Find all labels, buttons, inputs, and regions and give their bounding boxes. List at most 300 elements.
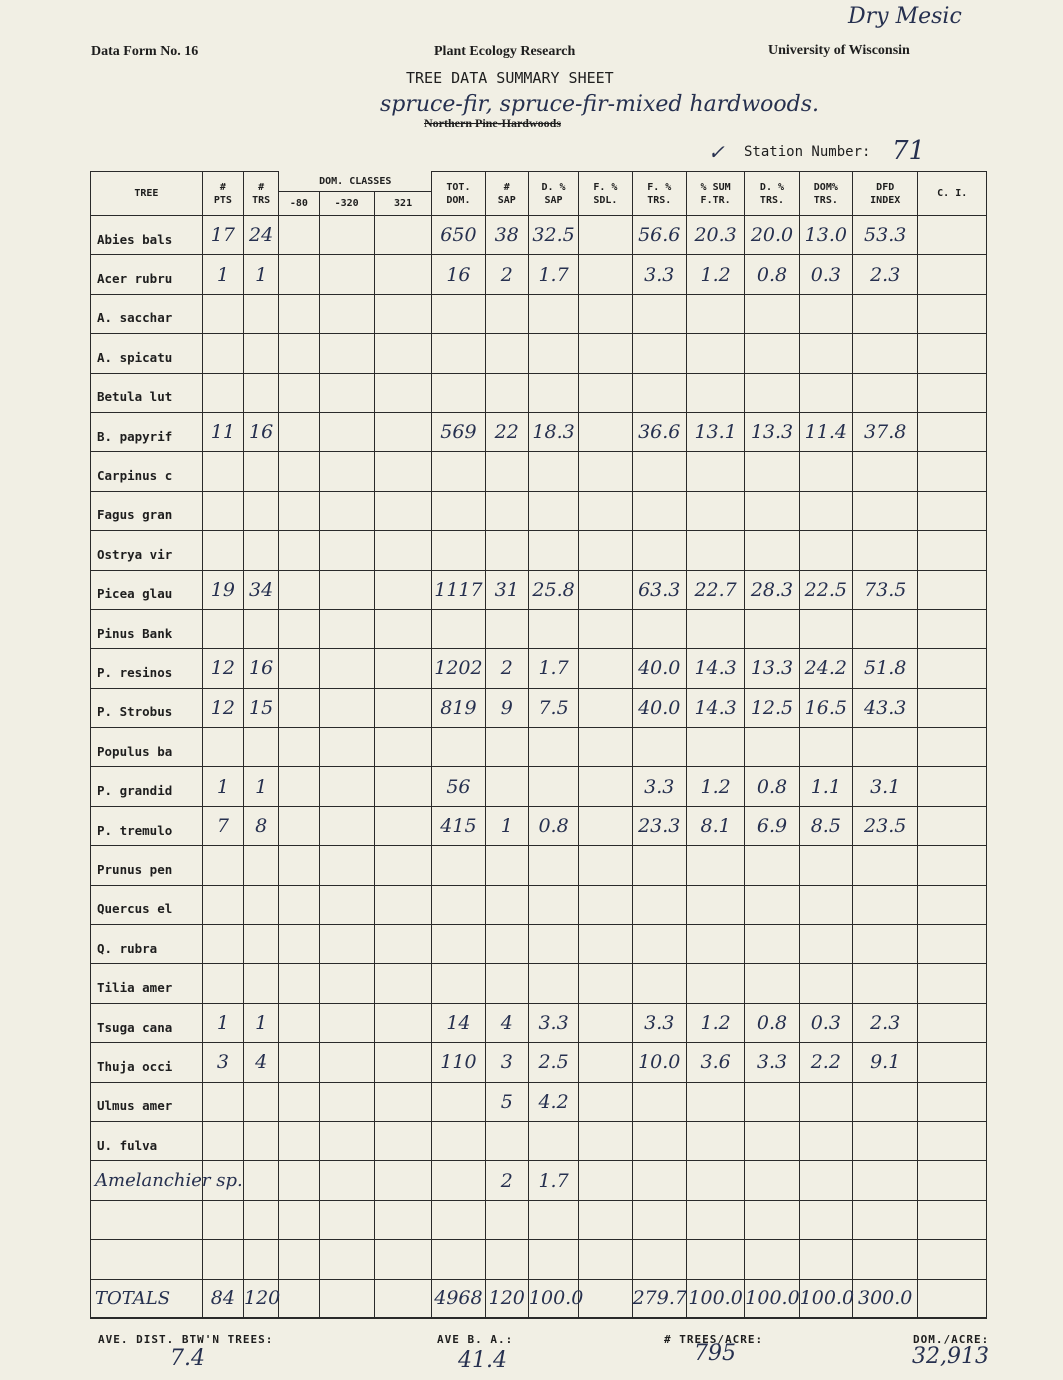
table-cell [579, 1003, 632, 1042]
table-cell [279, 728, 319, 767]
table-row [91, 412, 987, 451]
table-row [91, 1043, 987, 1082]
table-cell [279, 925, 319, 964]
col-dom-80: -80 [279, 192, 319, 216]
table-cell: 22.7 [686, 570, 744, 609]
table-cell [279, 570, 319, 609]
table-cell [485, 728, 528, 767]
table-row [91, 491, 987, 530]
table-cell: 1.7 [528, 1161, 578, 1200]
table-cell [918, 294, 987, 333]
table-cell [279, 452, 319, 491]
table-cell: 2 [485, 1161, 528, 1200]
table-cell [244, 373, 279, 412]
table-cell: 0.8 [745, 767, 799, 806]
table-cell [579, 1279, 632, 1318]
table-cell [485, 1200, 528, 1239]
table-cell: 4 [485, 1003, 528, 1042]
table-row [91, 649, 987, 688]
table-cell: 3.6 [686, 1043, 744, 1082]
table-cell [485, 334, 528, 373]
table-cell [279, 688, 319, 727]
table-cell [528, 728, 578, 767]
table-cell: 37.8 [853, 412, 918, 451]
table-cell [853, 609, 918, 648]
table-cell [745, 491, 799, 530]
tree-name: Tilia amer [91, 964, 203, 1003]
table-cell: 9.1 [853, 1043, 918, 1082]
table-cell [319, 885, 374, 924]
table-cell: 4 [244, 1043, 279, 1082]
table-cell [632, 1121, 686, 1160]
table-cell [918, 1003, 987, 1042]
table-cell [244, 885, 279, 924]
table-cell: 1.2 [686, 767, 744, 806]
table-cell [374, 1003, 431, 1042]
table-cell: 56 [432, 767, 485, 806]
tree-data-table [90, 171, 987, 1319]
table-cell: 0.8 [528, 806, 578, 845]
table-cell [374, 1161, 431, 1200]
table-cell [918, 688, 987, 727]
table-cell [374, 1240, 431, 1279]
table-cell [799, 1200, 852, 1239]
ave-dist-value: 7.4 [170, 1346, 205, 1371]
table-cell [374, 609, 431, 648]
col-d-sap: D. % SAP [528, 172, 578, 216]
table-cell [686, 846, 744, 885]
table-cell [374, 885, 431, 924]
tree-name: Ostrya vir [91, 531, 203, 570]
table-cell [799, 964, 852, 1003]
table-cell [374, 334, 431, 373]
table-cell [374, 1121, 431, 1160]
table-cell [918, 925, 987, 964]
table-cell [853, 1200, 918, 1239]
table-cell [579, 373, 632, 412]
table-cell [244, 531, 279, 570]
table-cell [374, 846, 431, 885]
table-cell [632, 1161, 686, 1200]
table-cell [528, 452, 578, 491]
table-cell: 16 [244, 649, 279, 688]
col-trs: # TRS [244, 172, 279, 216]
table-cell: 16 [432, 255, 485, 294]
table-cell: 100.0 [799, 1279, 852, 1318]
table-cell [799, 373, 852, 412]
table-cell [319, 925, 374, 964]
table-cell: 14.3 [686, 649, 744, 688]
table-cell [853, 1161, 918, 1200]
table-cell: 1.7 [528, 255, 578, 294]
table-cell [432, 925, 485, 964]
table-cell: 24.2 [799, 649, 852, 688]
table-row [91, 1082, 987, 1121]
table-cell: 20.3 [686, 216, 744, 255]
table-cell: 18.3 [528, 412, 578, 451]
col-tree: TREE [91, 172, 203, 216]
table-cell [853, 294, 918, 333]
table-cell [432, 728, 485, 767]
table-cell: 2.5 [528, 1043, 578, 1082]
tree-name: TOTALS [91, 1279, 203, 1318]
table-cell [918, 334, 987, 373]
table-cell [579, 925, 632, 964]
table-cell [686, 1121, 744, 1160]
table-cell [279, 609, 319, 648]
table-cell [374, 373, 431, 412]
forest-type-struck: Northern Pine-Hardwoods [424, 116, 561, 130]
tree-name: Amelanchier sp. [91, 1161, 203, 1200]
table-cell: 1 [244, 255, 279, 294]
table-cell [686, 609, 744, 648]
table-cell [432, 1161, 485, 1200]
table-cell [202, 1082, 243, 1121]
table-cell [799, 294, 852, 333]
table-cell [579, 294, 632, 333]
table-cell [432, 609, 485, 648]
tree-name: Prunus pen [91, 846, 203, 885]
table-cell [799, 491, 852, 530]
table-cell [374, 491, 431, 530]
table-row [91, 452, 987, 491]
table-cell: 19 [202, 570, 243, 609]
table-cell [799, 1161, 852, 1200]
tree-name: Tsuga cana [91, 1003, 203, 1042]
table-cell [319, 412, 374, 451]
tree-name: Thuja occi [91, 1043, 203, 1082]
table-cell [686, 1200, 744, 1239]
table-cell [632, 925, 686, 964]
table-cell [319, 373, 374, 412]
table-cell [528, 964, 578, 1003]
table-cell [528, 1200, 578, 1239]
table-cell: 13.3 [745, 649, 799, 688]
table-cell [799, 728, 852, 767]
table-cell: 819 [432, 688, 485, 727]
table-cell [579, 255, 632, 294]
table-cell [319, 491, 374, 530]
table-row [91, 964, 987, 1003]
table-cell: 120 [485, 1279, 528, 1318]
table-cell [579, 1082, 632, 1121]
table-row [91, 216, 987, 255]
table-cell [279, 255, 319, 294]
table-cell [918, 1082, 987, 1121]
table-cell [579, 806, 632, 845]
table-cell: 650 [432, 216, 485, 255]
table-cell: 100.0 [686, 1279, 744, 1318]
table-cell [528, 334, 578, 373]
table-cell [374, 452, 431, 491]
table-cell [485, 452, 528, 491]
table-cell [374, 1043, 431, 1082]
col-sap: # SAP [485, 172, 528, 216]
table-cell [279, 1043, 319, 1082]
table-cell [279, 491, 319, 530]
table-cell: 2.3 [853, 255, 918, 294]
table-cell: 32.5 [528, 216, 578, 255]
table-cell [244, 294, 279, 333]
col-pts: # PTS [202, 172, 243, 216]
table-cell [319, 1121, 374, 1160]
table-row [91, 925, 987, 964]
tree-name: Fagus gran [91, 491, 203, 530]
table-cell [745, 925, 799, 964]
table-cell [745, 531, 799, 570]
table-cell [319, 806, 374, 845]
table-cell [745, 1240, 799, 1279]
tree-name: Abies bals [91, 216, 203, 255]
col-f-trs: F. % TRS. [632, 172, 686, 216]
col-f-sdl: F. % SDL. [579, 172, 632, 216]
table-cell [432, 1082, 485, 1121]
table-cell: 1 [244, 1003, 279, 1042]
table-cell [244, 1200, 279, 1239]
check-mark-icon: ✓ [708, 140, 725, 164]
table-cell [745, 728, 799, 767]
table-cell [202, 452, 243, 491]
station-value: 71 [892, 136, 926, 166]
table-cell [485, 609, 528, 648]
table-cell [918, 1161, 987, 1200]
table-cell: 300.0 [853, 1279, 918, 1318]
table-cell [918, 649, 987, 688]
sheet-title: TREE DATA SUMMARY SHEET [406, 69, 614, 87]
table-cell: 14 [432, 1003, 485, 1042]
table-cell [745, 964, 799, 1003]
table-cell [799, 1082, 852, 1121]
table-cell [745, 373, 799, 412]
table-cell [918, 1279, 987, 1318]
table-row [91, 570, 987, 609]
table-cell [279, 216, 319, 255]
table-cell [853, 373, 918, 412]
table-cell: 1 [202, 1003, 243, 1042]
table-cell: 28.3 [745, 570, 799, 609]
table-cell [244, 491, 279, 530]
table-cell [579, 412, 632, 451]
table-cell [853, 925, 918, 964]
table-cell [853, 334, 918, 373]
table-cell [799, 1121, 852, 1160]
table-cell [579, 1240, 632, 1279]
table-cell [632, 728, 686, 767]
col-dom-321: 321 [374, 192, 431, 216]
table-cell [319, 294, 374, 333]
dry-mesic-annotation: Dry Mesic [848, 4, 962, 29]
col-dom-classes: DOM. CLASSES [279, 172, 432, 192]
table-cell [686, 294, 744, 333]
table-cell: 23.3 [632, 806, 686, 845]
trees-per-acre-label: # TREES/ACRE: [664, 1333, 764, 1346]
table-cell [918, 846, 987, 885]
table-cell [686, 452, 744, 491]
table-cell [202, 925, 243, 964]
table-cell: 3 [485, 1043, 528, 1082]
table-cell [579, 1200, 632, 1239]
table-cell [319, 1240, 374, 1279]
table-cell: 110 [432, 1043, 485, 1082]
table-cell: 40.0 [632, 688, 686, 727]
table-cell [918, 255, 987, 294]
table-cell [319, 1003, 374, 1042]
table-cell [918, 1240, 987, 1279]
table-cell [202, 964, 243, 1003]
table-cell [918, 1121, 987, 1160]
table-cell [319, 728, 374, 767]
table-cell: 84 [202, 1279, 243, 1318]
table-cell [319, 531, 374, 570]
table-cell [853, 531, 918, 570]
table-cell [432, 1240, 485, 1279]
table-cell: 16.5 [799, 688, 852, 727]
table-cell: 24 [244, 216, 279, 255]
table-cell [319, 688, 374, 727]
table-cell: 3.3 [632, 1003, 686, 1042]
table-cell [799, 925, 852, 964]
table-cell: 25.8 [528, 570, 578, 609]
table-cell [374, 1200, 431, 1239]
table-row [91, 609, 987, 648]
table-cell [799, 609, 852, 648]
table-cell [918, 1043, 987, 1082]
table-cell: 23.5 [853, 806, 918, 845]
table-row [91, 1200, 987, 1239]
table-cell: 22 [485, 412, 528, 451]
table-cell: 1117 [432, 570, 485, 609]
tree-name: P. resinos [91, 649, 203, 688]
table-row [91, 531, 987, 570]
table-cell: 11 [202, 412, 243, 451]
table-cell: 34 [244, 570, 279, 609]
table-cell [918, 452, 987, 491]
table-cell [432, 964, 485, 1003]
table-row [91, 255, 987, 294]
table-cell [528, 531, 578, 570]
table-cell [686, 334, 744, 373]
table-cell: 100.0 [745, 1279, 799, 1318]
university: University of Wisconsin [768, 43, 910, 58]
table-cell [579, 570, 632, 609]
table-cell [632, 1082, 686, 1121]
table-cell [244, 925, 279, 964]
table-cell [579, 767, 632, 806]
table-cell: 3.3 [632, 767, 686, 806]
table-cell [374, 216, 431, 255]
organization: Plant Ecology Research [434, 44, 576, 59]
table-cell: 20.0 [745, 216, 799, 255]
table-cell: 15 [244, 688, 279, 727]
table-cell: 38 [485, 216, 528, 255]
table-cell [374, 767, 431, 806]
table-cell: 63.3 [632, 570, 686, 609]
table-cell [918, 373, 987, 412]
table-cell [319, 767, 374, 806]
table-cell [485, 294, 528, 333]
table-cell [279, 964, 319, 1003]
table-cell [319, 846, 374, 885]
table-cell [686, 885, 744, 924]
table-cell [319, 1161, 374, 1200]
col-ci: C. I. [918, 172, 987, 216]
table-cell [579, 609, 632, 648]
table-cell [528, 491, 578, 530]
table-cell [319, 1043, 374, 1082]
table-cell [202, 609, 243, 648]
trees-per-acre-value: 795 [694, 1341, 736, 1366]
table-cell: 12 [202, 688, 243, 727]
table-cell: 3.1 [853, 767, 918, 806]
tree-name: P. grandid [91, 767, 203, 806]
table-cell [918, 570, 987, 609]
table-cell [202, 373, 243, 412]
table-cell: 4968 [432, 1279, 485, 1318]
table-cell: 2.2 [799, 1043, 852, 1082]
table-cell [853, 452, 918, 491]
table-cell [485, 964, 528, 1003]
table-cell [853, 1082, 918, 1121]
table-cell [853, 846, 918, 885]
table-cell: 22.5 [799, 570, 852, 609]
table-row [91, 1240, 987, 1279]
table-cell [579, 1161, 632, 1200]
table-cell [374, 728, 431, 767]
table-cell [579, 216, 632, 255]
table-row [91, 885, 987, 924]
table-cell [202, 334, 243, 373]
table-cell [279, 373, 319, 412]
table-cell: 13.1 [686, 412, 744, 451]
table-cell [686, 1161, 744, 1200]
table-cell [579, 885, 632, 924]
table-cell [579, 728, 632, 767]
table-cell [579, 846, 632, 885]
table-cell [918, 964, 987, 1003]
table-cell [432, 846, 485, 885]
table-cell [319, 334, 374, 373]
table-cell: 17 [202, 216, 243, 255]
table-cell [485, 885, 528, 924]
table-cell: 2 [485, 255, 528, 294]
table-cell [853, 964, 918, 1003]
table-cell [799, 1240, 852, 1279]
table-cell: 56.6 [632, 216, 686, 255]
table-cell [374, 964, 431, 1003]
table-cell [374, 531, 431, 570]
table-cell [244, 1121, 279, 1160]
table-cell [432, 373, 485, 412]
table-cell: 7 [202, 806, 243, 845]
table-cell [485, 491, 528, 530]
table-cell [319, 1082, 374, 1121]
table-cell: 73.5 [853, 570, 918, 609]
table-cell [374, 806, 431, 845]
table-row [91, 373, 987, 412]
table-cell [579, 964, 632, 1003]
table-cell [279, 885, 319, 924]
table-cell [745, 885, 799, 924]
table-cell [632, 531, 686, 570]
tree-name [91, 1200, 203, 1239]
table-cell [432, 1200, 485, 1239]
tree-name: P. Strobus [91, 688, 203, 727]
table-cell [632, 334, 686, 373]
tree-name: Ulmus amer [91, 1082, 203, 1121]
table-cell [319, 609, 374, 648]
tree-name: A. spicatu [91, 334, 203, 373]
table-cell [918, 491, 987, 530]
